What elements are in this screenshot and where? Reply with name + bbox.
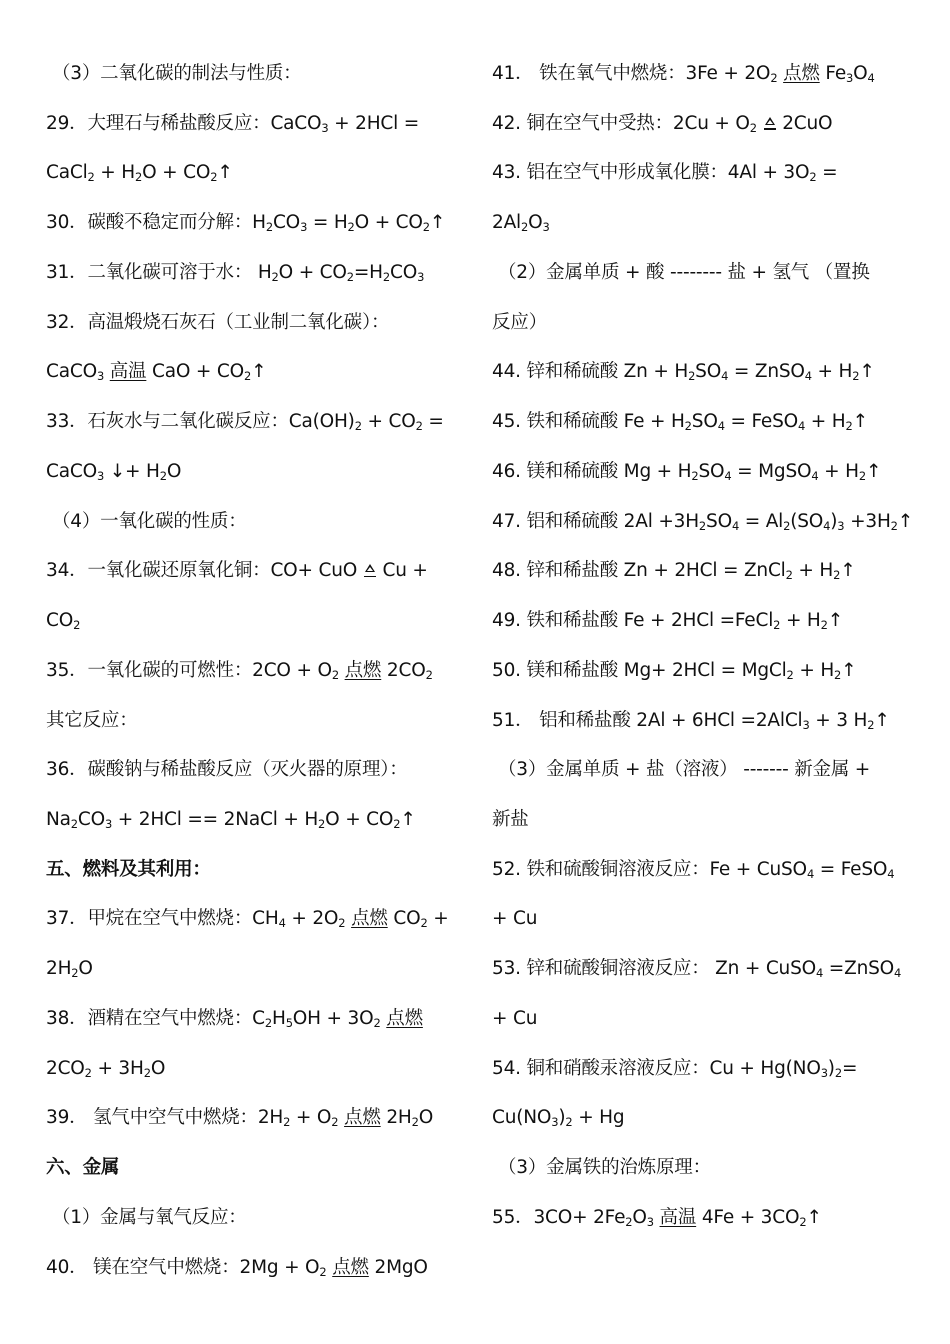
- subsection-heading: （3）二氧化碳的制法与性质：: [52, 63, 302, 84]
- equation-line: 52. 铁和硫酸铜溶液反应：Fe + CuSO$_4$ = FeSO$_4$: [492, 858, 895, 881]
- equation-line: $CO_2$: [46, 610, 81, 633]
- equation-line: $2H_2O$: [46, 958, 93, 981]
- subsection-heading: （4）一氧化碳的性质：: [52, 510, 247, 532]
- equation-line: 49. 铁和稀盐酸 Fe + 2HCl =FeCl$_2$ + $H_2↑$: [492, 610, 844, 633]
- equation-line: CaCO$_3$ ↓+ $H_2O$: [46, 460, 182, 484]
- equation-line: 44. 锌和稀硫酸 $Zn + H_2SO_4$ = ZnSO$_4$ + $H_2↑$: [492, 361, 875, 384]
- equation-line: 39． 氢气中空气中燃烧：$2H_2 + O_2$ 点燃 $2H_2O$: [46, 1107, 434, 1130]
- equation-line: 41． 铁在氧气中燃烧：$3Fe + 2O_2$ 点燃 $Fe_3O_4$: [492, 63, 875, 86]
- equation-line: 37．甲烷在空气中燃烧：$CH_4 + 2O_2$ 点燃 $CO_2$ +: [46, 908, 449, 931]
- equation-line: 31．二氧化碳可溶于水： $H_2O + CO_2=H_2CO_3$: [46, 261, 425, 285]
- equation-line: 46. 镁和稀硫酸 $Mg + H_2SO_4$ = MgSO$_4$ + $H_2↑$: [492, 460, 882, 484]
- subsection-heading: （2）金属单质 + 酸 -------- 盐 + 氢气 （置换: [498, 261, 870, 283]
- equation-line: 反应）: [492, 311, 547, 333]
- equation-line: 30．碳酸不稳定而分解：$H_2CO_3 = H_2O$ + $CO_2↑$: [46, 212, 446, 235]
- section-heading: 五、燃料及其利用：: [46, 858, 211, 880]
- equation-line: 36．碳酸钠与稀盐酸反应（灭火器的原理）：: [46, 759, 408, 781]
- equation-line: 50. 镁和稀盐酸 Mg+ 2HCl = MgCl$_2$ + $H_2↑$: [492, 659, 857, 683]
- equation-line: 53. 锌和硫酸铜溶液反应： Zn + CuSO$_4$ =ZnSO$_4$: [492, 958, 902, 981]
- equation-line: 51． 铝和稀盐酸 2Al + 6HCl =2AlCl$_3$ + 3 $H_2↑$: [492, 709, 890, 732]
- heating-condition-icon: [364, 563, 376, 577]
- equation-line: 43. 铝在空气中形成氧化膜：$4Al + 3O_2$ =: [492, 162, 838, 185]
- reaction-condition: 高温: [109, 361, 147, 383]
- equation-line: CaCl$_2$ + $H_2O$ + $CO_2↑$: [46, 162, 233, 185]
- reaction-condition: 点燃: [783, 63, 820, 84]
- reaction-condition: 点燃: [351, 908, 388, 930]
- equation-line: 54. 铜和硝酸汞溶液反应：$Cu + Hg(NO_3)_2=$: [492, 1057, 858, 1080]
- subsection-heading: （3）金属铁的治炼原理：: [498, 1157, 711, 1179]
- equation-line: 33．石灰水与二氧化碳反应：$Ca(OH)_2 + CO_2$ =: [46, 411, 444, 434]
- equation-line: 45. 铁和稀硫酸 $Fe + H_2SO_4$ = FeSO$_4$ + $H_2↑$: [492, 411, 868, 434]
- equation-line: 新盐: [492, 809, 529, 831]
- reaction-condition: 点燃: [386, 1007, 423, 1029]
- equation-line: 34．一氧化碳还原氧化铜：CO+ CuO Cu +: [46, 560, 428, 582]
- equation-line: 40． 镁在空气中燃烧：$2Mg + O_2$ 点燃 2MgO: [46, 1256, 428, 1279]
- subsection-heading: （3）金属单质 + 盐（溶液） ------- 新金属 +: [498, 759, 871, 781]
- reaction-condition: 点燃: [344, 1107, 381, 1129]
- equation-line: + Cu: [492, 908, 538, 930]
- equation-line: $Cu(NO_3)_2 + Hg$: [492, 1107, 625, 1130]
- equation-line: 48. 锌和稀盐酸 Zn + 2HCl = ZnCl$_2$ + $H_2↑$: [492, 560, 856, 583]
- left-column: [46, 49, 466, 1292]
- equation-line: 35．一氧化碳的可燃性：$2CO + O_2$ 点燃 $2CO_2$: [46, 659, 433, 683]
- equation-line: $2Al_2O_3$: [492, 212, 550, 235]
- subsection-heading: （1）金属与氧气反应：: [52, 1206, 247, 1228]
- right-column: [492, 49, 922, 1243]
- equation-line: 32．高温煅烧石灰石（工业制二氧化碳）：: [46, 311, 390, 333]
- reaction-condition: 点燃: [344, 659, 382, 681]
- reaction-condition: 高温: [659, 1206, 697, 1228]
- reaction-condition: 点燃: [332, 1256, 369, 1278]
- equation-line: 42. 铜在空气中受热：$2Cu + O_2$ 2CuO: [492, 112, 833, 135]
- equation-line: 47. 铝和稀硫酸 $2Al +3H_2SO_4 = Al_2(SO_4)_3$ $+3H_2↑$: [492, 510, 914, 533]
- equation-line: 其它反应：: [46, 709, 138, 731]
- section-heading: 六、金属: [46, 1157, 120, 1179]
- heating-condition-icon: [764, 116, 776, 130]
- equation-line: 38．酒精在空气中燃烧：$C_2H_5OH + 3O_2$ 点燃: [46, 1007, 423, 1031]
- equation-line: 29．大理石与稀盐酸反应：CaCO$_3$ + 2HCl =: [46, 112, 420, 135]
- equation-line: $2CO_2 + 3H_2O$: [46, 1057, 166, 1080]
- equation-line: + Cu: [492, 1007, 538, 1029]
- equation-line: $Na_2CO_3 + 2HCl$ == 2NaCl + $H_2O$ + $CO_2↑$: [46, 809, 416, 832]
- equation-line: 55．$3CO+ 2Fe_2O_3$ 高温 $4Fe + 3CO_2↑$: [492, 1206, 822, 1230]
- equation-line: CaCO$_3$ 高温 CaO + $CO_2↑$: [46, 361, 267, 384]
